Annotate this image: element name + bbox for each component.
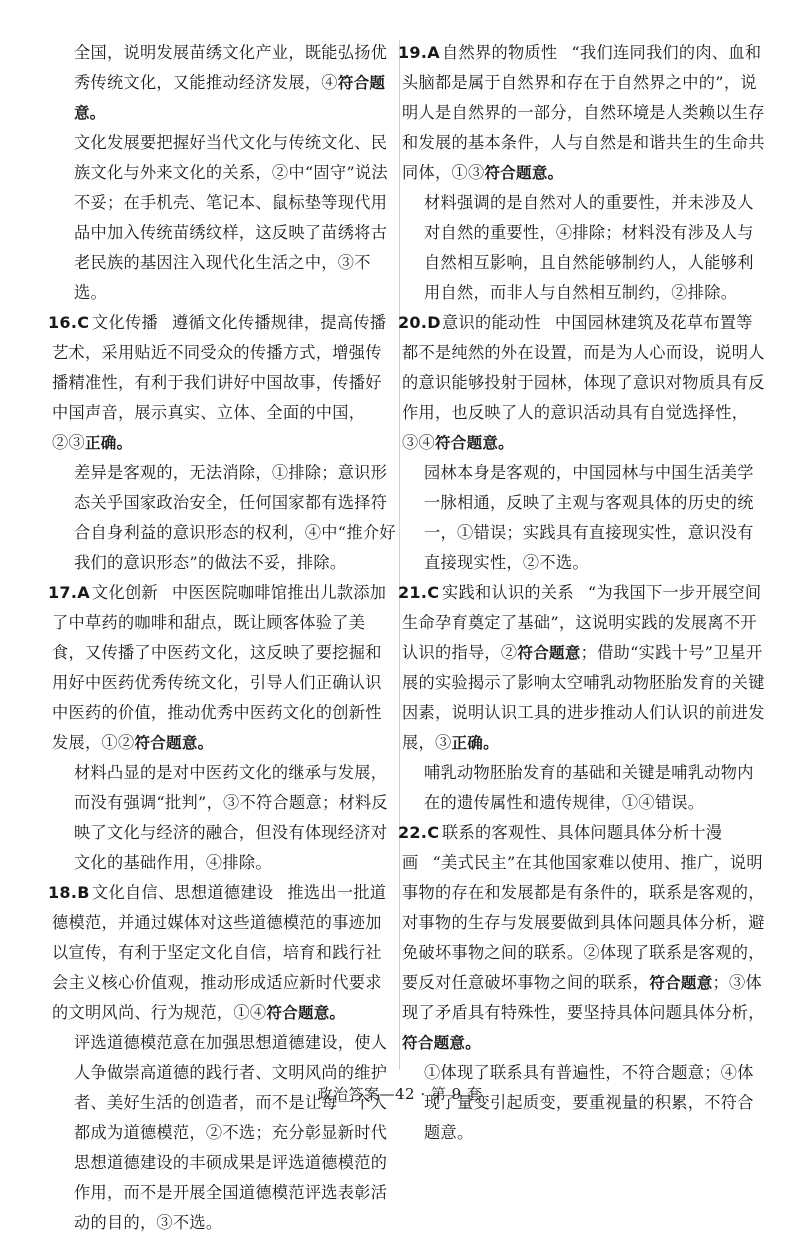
exclusion-analysis: 材料凸显的是对中医药文化的继承与发展，而没有强调“批判”，③不符合题意；材料反映了文化与经济的融合，但没有体现经济对文化的基础作用，④排除。: [74, 763, 388, 872]
verdict-text: 符合题意: [517, 644, 581, 662]
exclusion-analysis: 园林本身是客观的，中国园林与中国生活美学一脉相通，反映了主观与客观具体的历史的统一，①错误；实践具有直接现实性，意识没有直接现实性，②不选。: [424, 463, 754, 572]
verdict-text: 符合题意。: [134, 734, 214, 752]
answer-item-21: [398, 578, 767, 818]
answer-item-19: [398, 38, 767, 308]
question-number: 22.C: [398, 823, 440, 842]
exclusion-analysis: 哺乳动物胚胎发育的基础和关键是哺乳动物内在的遗传属性和遗传规律，①④错误。: [424, 763, 754, 812]
answer-item-17: [48, 578, 397, 878]
exclusion-analysis: 评选道德模范意在加强思想道德建设，使人人争做崇高道德的践行者、文明风尚的维护者、美好生活的创造者，而不是让每一个人都成为道德模范，②不选；充分彰显新时代思想道德建设的丰硕成果是评选道德模范的作用，而不是开展全国道德模范评选表彰活动的目的，③不选。: [74, 1033, 388, 1232]
verdict-text: 正确。: [84, 434, 133, 452]
topic-label: 自然界的物质性: [442, 43, 558, 62]
question-number: 18.B: [48, 883, 90, 902]
page-footer: 政治答案—42 · 第 9 套: [317, 1085, 483, 1103]
answer-analysis: 中国园林建筑及花草布置等都不是纯然的外在设置，而是为人心而设，说明人的意识能够投射于园林，体现了意识对物质具有反作用，也反映了人的意识活动具有自觉选择性，③④: [402, 313, 765, 452]
question-number: 20.D: [398, 313, 441, 332]
answer-item-16: [48, 308, 397, 578]
column-divider: [399, 40, 400, 1070]
question-number: 17.A: [48, 583, 90, 602]
answer-analysis-cont: ；③体现了矛盾具有特殊性，要坚持具体问题具体分析，: [402, 973, 765, 1022]
question-number: 19.A: [398, 43, 440, 62]
answer-analysis: 中医医院咖啡馆推出儿款添加了中草药的咖啡和甜点，既让顾客体验了美食，又传播了中医药文化，这反映了要挖掘和用好中医药优秀传统文化，引导人们正确认识中医药的价值，推动优秀中医药文化的创新性发展，①②: [52, 583, 387, 752]
verdict-text: 符合题意。: [74, 74, 386, 122]
topic-label: 文化自信、思想道德建设: [92, 883, 274, 902]
answer-analysis: 推选出一批道德模范，并通过媒体对这些道德模范的事迹加以宣传，有利于坚定文化自信，培育和践行社会主义核心价值观，推动形成适应新时代要求的文明风尚、行为规范，①④: [52, 883, 387, 1022]
exclusion-analysis: ①体现了联系具有普遍性，不符合题意；④体现了量变引起质变，要重视量的积累，不符合题意。: [424, 1063, 754, 1142]
topic-label: 文化创新: [92, 583, 158, 602]
topic-label: 文化传播: [92, 313, 158, 332]
answer-analysis: “为我国下一步开展空间生命孕育奠定了基础”，这说明实践的发展离不开认识的指导，②: [402, 583, 762, 662]
exclusion-analysis: 材料强调的是自然对人的重要性，并未涉及人对自然的重要性，④排除；材料没有涉及人与自然相互影响，且自然能够制约人，人能够利用自然，而非人与自然相互制约，②排除。: [424, 193, 754, 302]
answer-item-20: [398, 308, 767, 578]
verdict-text: 符合题意。: [434, 434, 514, 452]
topic-label: 联系的客观性、具体问题具体分析十漫画: [402, 823, 723, 872]
answer-analysis-cont: ；借助“实践十号”卫星开展的实验揭示了影响太空哺乳动物胚胎发育的关键因素，说明认识工具的进步推动人们认识的前进发展，③: [402, 643, 765, 752]
answer-analysis: “我们连同我们的肉、血和头脑都是属于自然界和存在于自然界之中的”，说明人是自然界的一部分，自然环境是人类赖以生存和发展的基本条件，人与自然是和谐共生的生命共同体，①③: [402, 43, 765, 182]
verdict-text: 符合题意: [649, 974, 713, 992]
question-number: 21.C: [398, 583, 440, 602]
continued-paragraph: [52, 38, 397, 128]
verdict-text: 符合题意。: [402, 1034, 482, 1052]
exclusion-analysis: 差异是客观的，无法消除，①排除；意识形态关乎国家政治安全，任何国家都有选择符合自身利益的意识形态的权利，④中“推介好我们的意识形态”的做法不妥，排除。: [74, 463, 396, 572]
left-column: [48, 38, 397, 1238]
answer-item-18: [48, 878, 397, 1238]
topic-label: 实践和认识的关系: [442, 583, 574, 602]
verdict-text: 正确。: [451, 734, 499, 752]
question-number: 16.C: [48, 313, 90, 332]
answer-analysis: 遵循文化传播规律，提高传播艺术，采用贴近不同受众的传播方式，增强传播精准性，有利于我们讲好中国故事，传播好中国声音，展示真实、立体、全面的中国，②③: [52, 313, 387, 452]
verdict-text: 符合题意。: [266, 1004, 346, 1022]
topic-label: 意识的能动性: [442, 313, 541, 332]
answer-analysis: “美式民主”在其他国家难以使用、推广，说明事物的存在和发展都是有条件的，联系是客观的，对事物的生存与发展要做到具体问题具体分析，避免破坏事物之间的联系。②体现了联系是客观的，要反对任意破坏事物之间的联系，: [402, 853, 765, 992]
continued-explanation: 文化发展要把握好当代文化与传统文化、民族文化与外来文化的关系，②中“固守”说法不妥；在手机壳、笔记本、鼠标垫等现代用品中加入传统苗绣纹样，这反映了苗绣将古老民族的基因注入现代化生活之中，③不选。: [74, 133, 388, 302]
verdict-text: 符合题意。: [484, 164, 564, 182]
paragraph-text: 全国，说明发展苗绣文化产业，既能弘扬优秀传统文化，又能推动经济发展，④: [74, 43, 388, 92]
